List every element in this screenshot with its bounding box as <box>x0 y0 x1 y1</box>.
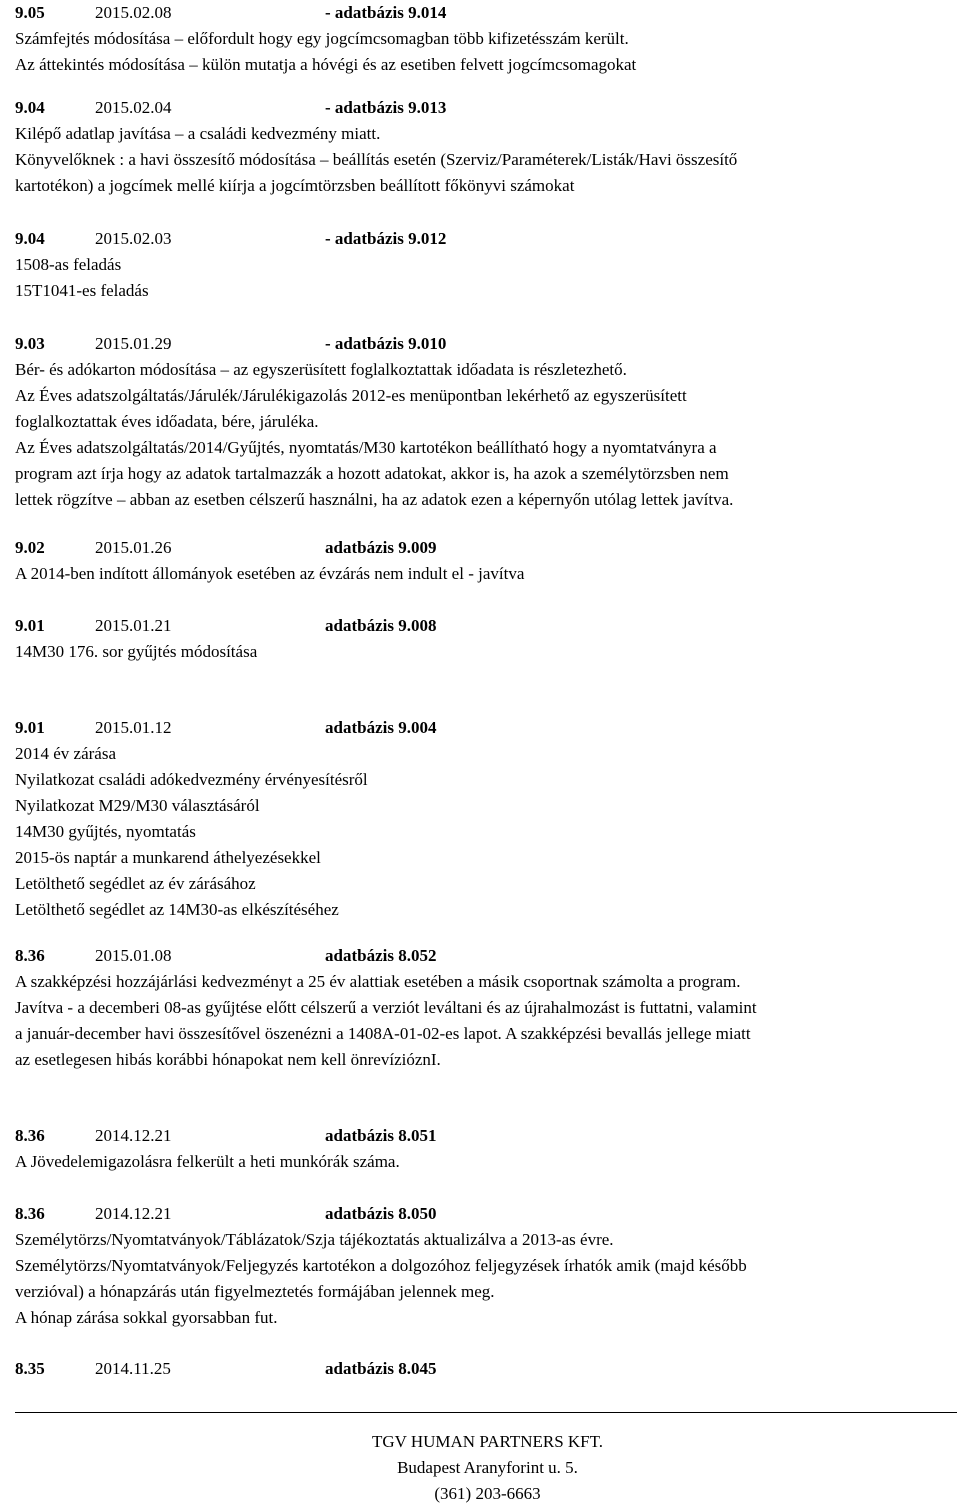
release-date: 2015.01.29 <box>95 334 172 353</box>
footer-divider <box>15 1412 957 1413</box>
release-date: 2015.01.12 <box>95 718 172 737</box>
entry-line: Javítva - a decemberi 08-as gyűjtése előtt célszerű a verziót leváltani és az újrahalmozást is futtatni, valamint <box>15 998 757 1017</box>
entry-line: A hónap zárása sokkal gyorsabban fut. <box>15 1308 278 1327</box>
entry-line: Letölthető segédlet az 14M30-as elkészítéséhez <box>15 900 339 919</box>
entry-line: 14M30 gyűjtés, nyomtatás <box>15 822 196 841</box>
version-number: 9.05 <box>15 3 45 22</box>
entry-line: kartotékon) a jogcímek mellé kiírja a jogcímtörzsben beállított főkönyvi számokat <box>15 176 575 195</box>
entry-line: Az áttekintés módosítása – külön mutatja a hóvégi és az esetiben felvett jogcímcsomagokat <box>15 55 637 74</box>
footer-company: TGV HUMAN PARTNERS KFT. <box>371 1432 604 1451</box>
entry-line: Az Éves adatszolgáltatás/Járulék/Járulékigazolás 2012-es menüpontban lekérhető az egyszerüsített <box>15 386 687 405</box>
entry-line: program azt írja hogy az adatok tartalmazzák a hozott adatokat, akkor is, ha azok a személytörzsben nem <box>15 464 729 483</box>
version-number: 8.36 <box>15 1204 45 1223</box>
entry-line: Kilépő adatlap javítása – a családi kedvezmény miatt. <box>15 124 381 143</box>
database-version: - adatbázis 9.013 <box>325 98 447 117</box>
version-number: 9.03 <box>15 334 45 353</box>
database-version: adatbázis 9.009 <box>325 538 437 557</box>
entry-line: lettek rögzítve – abban az esetben célszerű használni, ha az adatok ezen a képernyőn utólag lettek javítva. <box>15 490 734 509</box>
database-version: - adatbázis 9.010 <box>325 334 447 353</box>
version-number: 8.36 <box>15 946 45 965</box>
version-number: 9.01 <box>15 616 45 635</box>
release-date: 2015.01.26 <box>95 538 172 557</box>
entry-line: Nyilatkozat M29/M30 választásáról <box>15 796 260 815</box>
entry-line: 2014 év zárása <box>15 744 117 763</box>
release-date: 2015.01.08 <box>95 946 172 965</box>
entry-line: Bér- és adókarton módosítása – az egyszerüsített foglalkoztattak időadata is részletezhető. <box>15 360 627 379</box>
entry-line: Könyvelőknek : a havi összesítő módosítása – beállítás esetén (Szerviz/Paraméterek/Listák/Havi összesítő <box>15 150 738 169</box>
release-date: 2014.11.25 <box>95 1359 171 1378</box>
footer-phone: (361) 203-6663 <box>434 1484 541 1503</box>
entry-line: Letölthető segédlet az év zárásához <box>15 874 256 893</box>
database-version: adatbázis 8.050 <box>325 1204 437 1223</box>
database-version: - adatbázis 9.012 <box>325 229 447 248</box>
database-version: adatbázis 9.008 <box>325 616 437 635</box>
entry-line: Nyilatkozat családi adókedvezmény érvényesítésről <box>15 770 368 789</box>
release-date: 2015.01.21 <box>95 616 172 635</box>
entry-line: A 2014-ben indított állományok esetében az évzárás nem indult el - javítva <box>15 564 525 583</box>
entry-line: 2015-ös naptár a munkarend áthelyezésekkel <box>15 848 321 867</box>
release-date: 2015.02.04 <box>95 98 172 117</box>
release-date: 2014.12.21 <box>95 1126 172 1145</box>
entry-line: A Jövedelemigazolásra felkerült a heti munkórák száma. <box>15 1152 400 1171</box>
release-date: 2014.12.21 <box>95 1204 172 1223</box>
version-number: 9.02 <box>15 538 45 557</box>
release-date: 2015.02.08 <box>95 3 172 22</box>
entry-line: az esetlegesen hibás korábbi hónapokat nem kell önrevízióznI. <box>15 1050 441 1069</box>
version-number: 8.35 <box>15 1359 45 1378</box>
entry-line: Személytörzs/Nyomtatványok/Táblázatok/Szja tájékoztatás aktualizálva a 2013-as évre. <box>15 1230 614 1249</box>
database-version: adatbázis 8.052 <box>325 946 437 965</box>
entry-line: Személytörzs/Nyomtatványok/Feljegyzés kartotékon a dolgozóhoz feljegyzések írhatók amik (majd később <box>15 1256 747 1275</box>
entry-line: 14M30 176. sor gyűjtés módosítása <box>15 642 258 661</box>
entry-line: 15T1041-es feladás <box>15 281 149 300</box>
version-number: 8.36 <box>15 1126 45 1145</box>
entry-line: verzióval) a hónapzárás után figyelmeztetés formájában jelennek meg. <box>15 1282 495 1301</box>
entry-line: Az Éves adatszolgáltatás/2014/Gyűjtés, nyomtatás/M30 kartotékon beállítható hogy a nyomtatványra a <box>15 438 717 457</box>
version-number: 9.04 <box>15 98 45 117</box>
entry-line: foglalkoztattak éves időadata, bére, járuléka. <box>15 412 319 431</box>
database-version: adatbázis 9.004 <box>325 718 437 737</box>
database-version: adatbázis 8.051 <box>325 1126 437 1145</box>
entry-line: A szakképzési hozzájárlási kedvezményt a 25 év alattiak esetében a másik csoportnak számolta a program. <box>15 972 741 991</box>
footer-address: Budapest Aranyforint u. 5. <box>397 1458 578 1477</box>
release-date: 2015.02.03 <box>95 229 172 248</box>
database-version: - adatbázis 9.014 <box>325 3 447 22</box>
version-number: 9.01 <box>15 718 45 737</box>
entry-line: Számfejtés módosítása – előfordult hogy egy jogcímcsomagban több kifizetésszám került. <box>15 29 629 48</box>
version-number: 9.04 <box>15 229 45 248</box>
entry-line: a január-december havi összesítővel öszenézni a 1408A-01-02-es lapot. A szakképzési bevallás jellege miatt <box>15 1024 751 1043</box>
entry-line: 1508-as feladás <box>15 255 122 274</box>
database-version: adatbázis 8.045 <box>325 1359 437 1378</box>
